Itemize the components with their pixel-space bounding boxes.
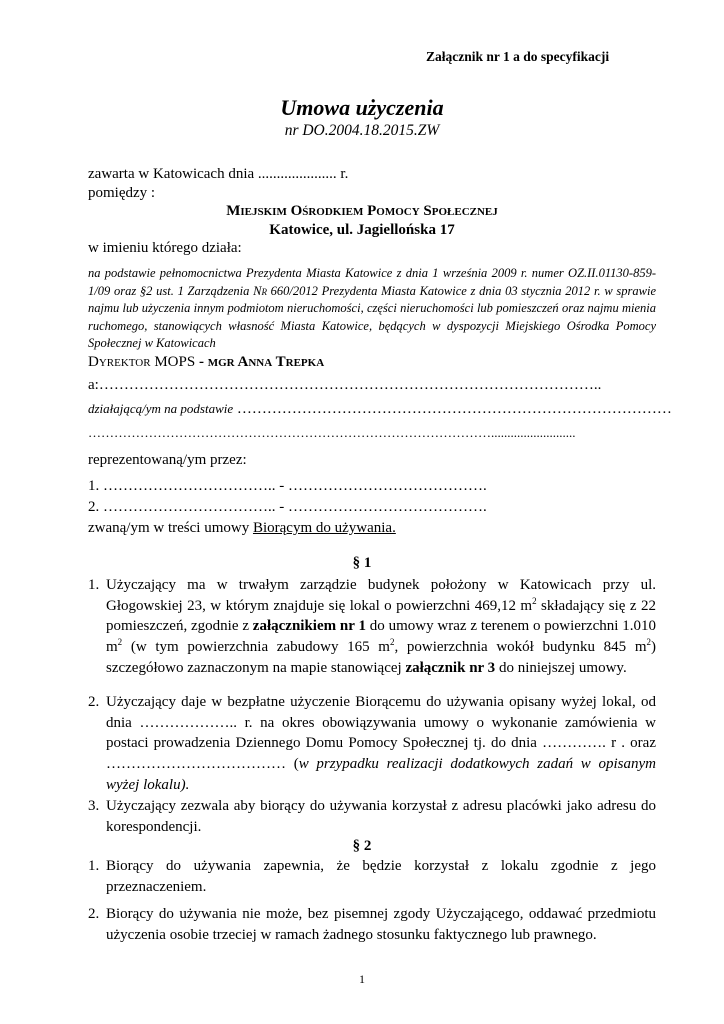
section-1-item-3: 3. Użyczający zezwala aby biorący do używania korzystał z adresu placówki jako adresu do korespondencji.	[88, 798, 656, 835]
section-2-item-2: 2. Biorący do używania nie może, bez pisemnej zgody Użyczającego, oddawać przedmiotu użyczenia osobie trzeciej w ramach żadnego stosunku faktycznego lub prawnego.	[88, 906, 656, 943]
document-title: Umowa użyczenia	[280, 95, 444, 120]
called-line: zwaną/ym w treści umowy Biorącym do używania.	[88, 520, 396, 536]
section-1-item-2: 2. Użyczający daje w bezpłatne użyczenie Biorącemu do używania opisany wyżej lokal, od dnia ……………….. r. na okres obowiązywania umowy o wykonanie zamówienia w postaci prowadzenia Dziennego Domu Pomocy Społecznej tj. do dnia …………. r . oraz ……………………………… (w przypadku realizacji dodatkowych zadań w opisanym wyżej lokalu).	[88, 694, 656, 793]
annex-label: Załącznik nr 1 a do specyfikacji	[426, 49, 610, 64]
director-name: mgr Anna Trepka	[207, 354, 325, 370]
party-b-line: a:………………………………………………………………………………………..	[88, 377, 602, 393]
section-2-heading: § 2	[352, 838, 372, 854]
representative-2: 2. …………………………….. - ………………………………….	[88, 499, 487, 515]
concluded-line: zawarta w Katowicach dnia ..................... r.	[88, 166, 349, 182]
director-label: Dyrektor MOPS	[88, 354, 196, 370]
on-behalf-line: w imieniu którego działa:	[88, 240, 242, 256]
director-line: Dyrektor MOPS - mgr Anna Trepka	[88, 354, 325, 370]
between-line: pomiędzy :	[88, 185, 156, 201]
page-number: 1	[359, 972, 365, 986]
acting-basis-line: działającą/ym na podstawie ……………………………………………………………………………	[88, 401, 672, 417]
represented-line: reprezentowaną/ym przez:	[88, 452, 247, 468]
representative-1: 1. …………………………….. - ………………………………….	[88, 478, 487, 494]
section-1-heading: § 1	[352, 555, 372, 571]
dots-line: …………………………………………………………………………………..........................	[88, 425, 576, 440]
authorization-basis: na podstawie pełnomocnictwa Prezydenta Miasta Katowice z dnia 1 września 2009 r. numer OZ.II.01130-859-1/09 oraz §2 ust. 1 Zarządzenia Nr 660/2012 Prezydenta Miasta Katowice z dnia 03 stycznia 2012 r. w sprawie najmu lub użyczenia innym podmiotom nieruchomości, części nieruchomości lub pomieszczeń oraz najmu mienia ruchomego, stanowiących własność Miasta Katowice, będących w dyspozycji Miejskiego Ośrodka Pomocy Społecznej w Katowicach	[88, 266, 656, 350]
section-2-item-1: 1. Biorący do używania zapewnia, że będzie korzystał z lokalu zgodnie z jego przeznaczeniem.	[88, 858, 656, 895]
institution-address: Katowice, ul. Jagiellońska 17	[269, 222, 455, 238]
document-number: nr DO.2004.18.2015.ZW	[284, 122, 440, 139]
section-1-item-1: 1. Użyczający ma w trwałym zarządzie budynek położony w Katowicach przy ul. Głogowskiej 23, w którym znajduje się lokal o powierzchni 469,12 $m^2$ składający się z 22 pomieszczeń, zgodnie z załącznikiem nr 1 do umowy wraz z terenem o powierzchni 1.010 $m^2$ (w tym powierzchnia zabudowy 165 $m^2$, powierzchnia wokół budynku 845 $m^2$) szczegółowo zaznaczonym na mapie stanowiącej załącznik nr 3 do niniejszej umowy.	[88, 577, 657, 676]
borrower-term: Biorącym do używania.	[252, 520, 396, 536]
institution-name: Miejskim Ośrodkiem Pomocy Społecznej	[226, 203, 498, 219]
